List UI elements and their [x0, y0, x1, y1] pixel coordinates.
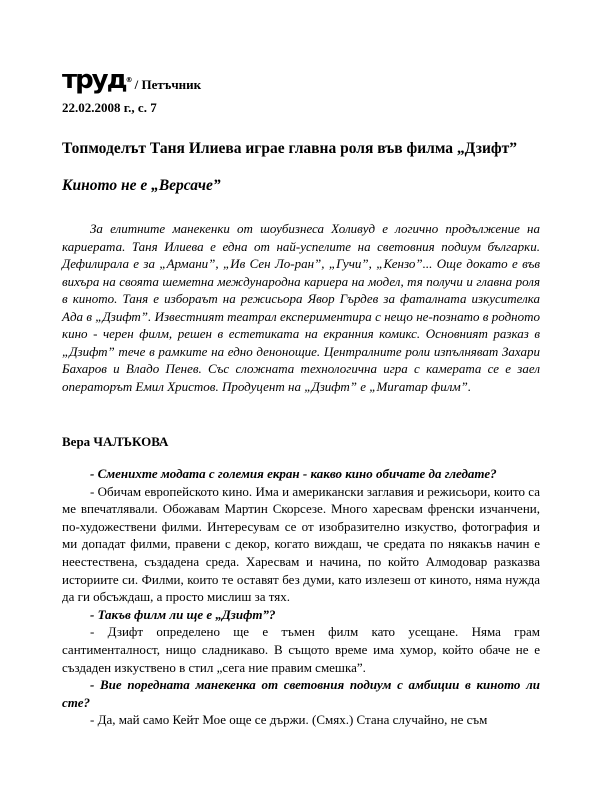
interview-question: - Сменихте модата с големия екран - какво кино обичате да гледате? [90, 466, 497, 481]
interview-answer: - Да, май само Кейт Мое още се държи. (Смях.) Стана случайно, не съм [90, 712, 488, 728]
interview-answer: - Обичам европейското кино. Има и американски заглавия и режисьори, които са ме впечатлявали. Обожавам Мартин Скорсезе. Много харесвам френски изчанчени, по-художествени филми. Интересувам се от изобразително изкуство, фотография и ми допадат филми, правени с декор, когато виждаш, че средата по някакъв начин е неестествена, създадена среда. Харесвам и начина, по който Алмодовар разказва историите си. Филми, които те оставят без думи, като излезеш от киното, няма нужда да ги обсъждаш, а просто мислиш за тях. [62, 483, 540, 605]
publication-section: / Петъчник [134, 77, 202, 92]
trud-logo: труд® [62, 65, 133, 95]
article-headline: Топмоделът Таня Илиева играе главна роля във филма „Дзифт” [62, 140, 517, 157]
issue-date: 22.02.2008 г., с. 7 [62, 100, 157, 115]
article-author: Вера ЧАЛЪКОВА [62, 434, 169, 449]
interview-answer: - Дзифт определено ще е тъмен филм като усещане. Няма грам сантименталност, нищо сладникаво. В същото време има хумор, който обаче не е създаден изкуствено в стил „сега ние правим смешка”. [62, 624, 540, 675]
interview-question: - Вие поредната манекенка от световния подиум с амбиции в киното ли сте? [62, 677, 540, 710]
registered-mark: ® [125, 76, 133, 84]
masthead [62, 65, 202, 95]
interview-question: - Такъв филм ли ще е „Дзифт”? [90, 606, 276, 622]
article-subheadline: Киното не е „Версаче” [62, 177, 221, 194]
article-lead: За елитните манекенки от шоубизнеса Холивуд е логично продължение на кариерата. Таня Илиева е една от най-успелите на световния подиум българки. Дефилирала е за „Армани”, „Ив Сен Ло-ран”, „Гучи”, „Кензо”... Още докато е във вихъра на своята шеметна международна кариера на модел, тя получи и главна роля в киното. Таня е избораът на режисьора Явор Гърдев за фаталната изкусителка Ада в „Дзифт”. Известният театрал експериментира с нещо не-познато в родното кино - черен филм, решен в естетиката на екранния комикс. Основният разказ в „Дзифт” тече в рамките на едно денонощие. Централните роли изпълняват Захари Бахаров и Владо Пенев. Със сложната технологична игра с камерата се е заел операторът Емил Христов. Продуцент на „Дзифт” е „Миramар филм”. [62, 221, 540, 394]
interview-body [62, 465, 540, 729]
